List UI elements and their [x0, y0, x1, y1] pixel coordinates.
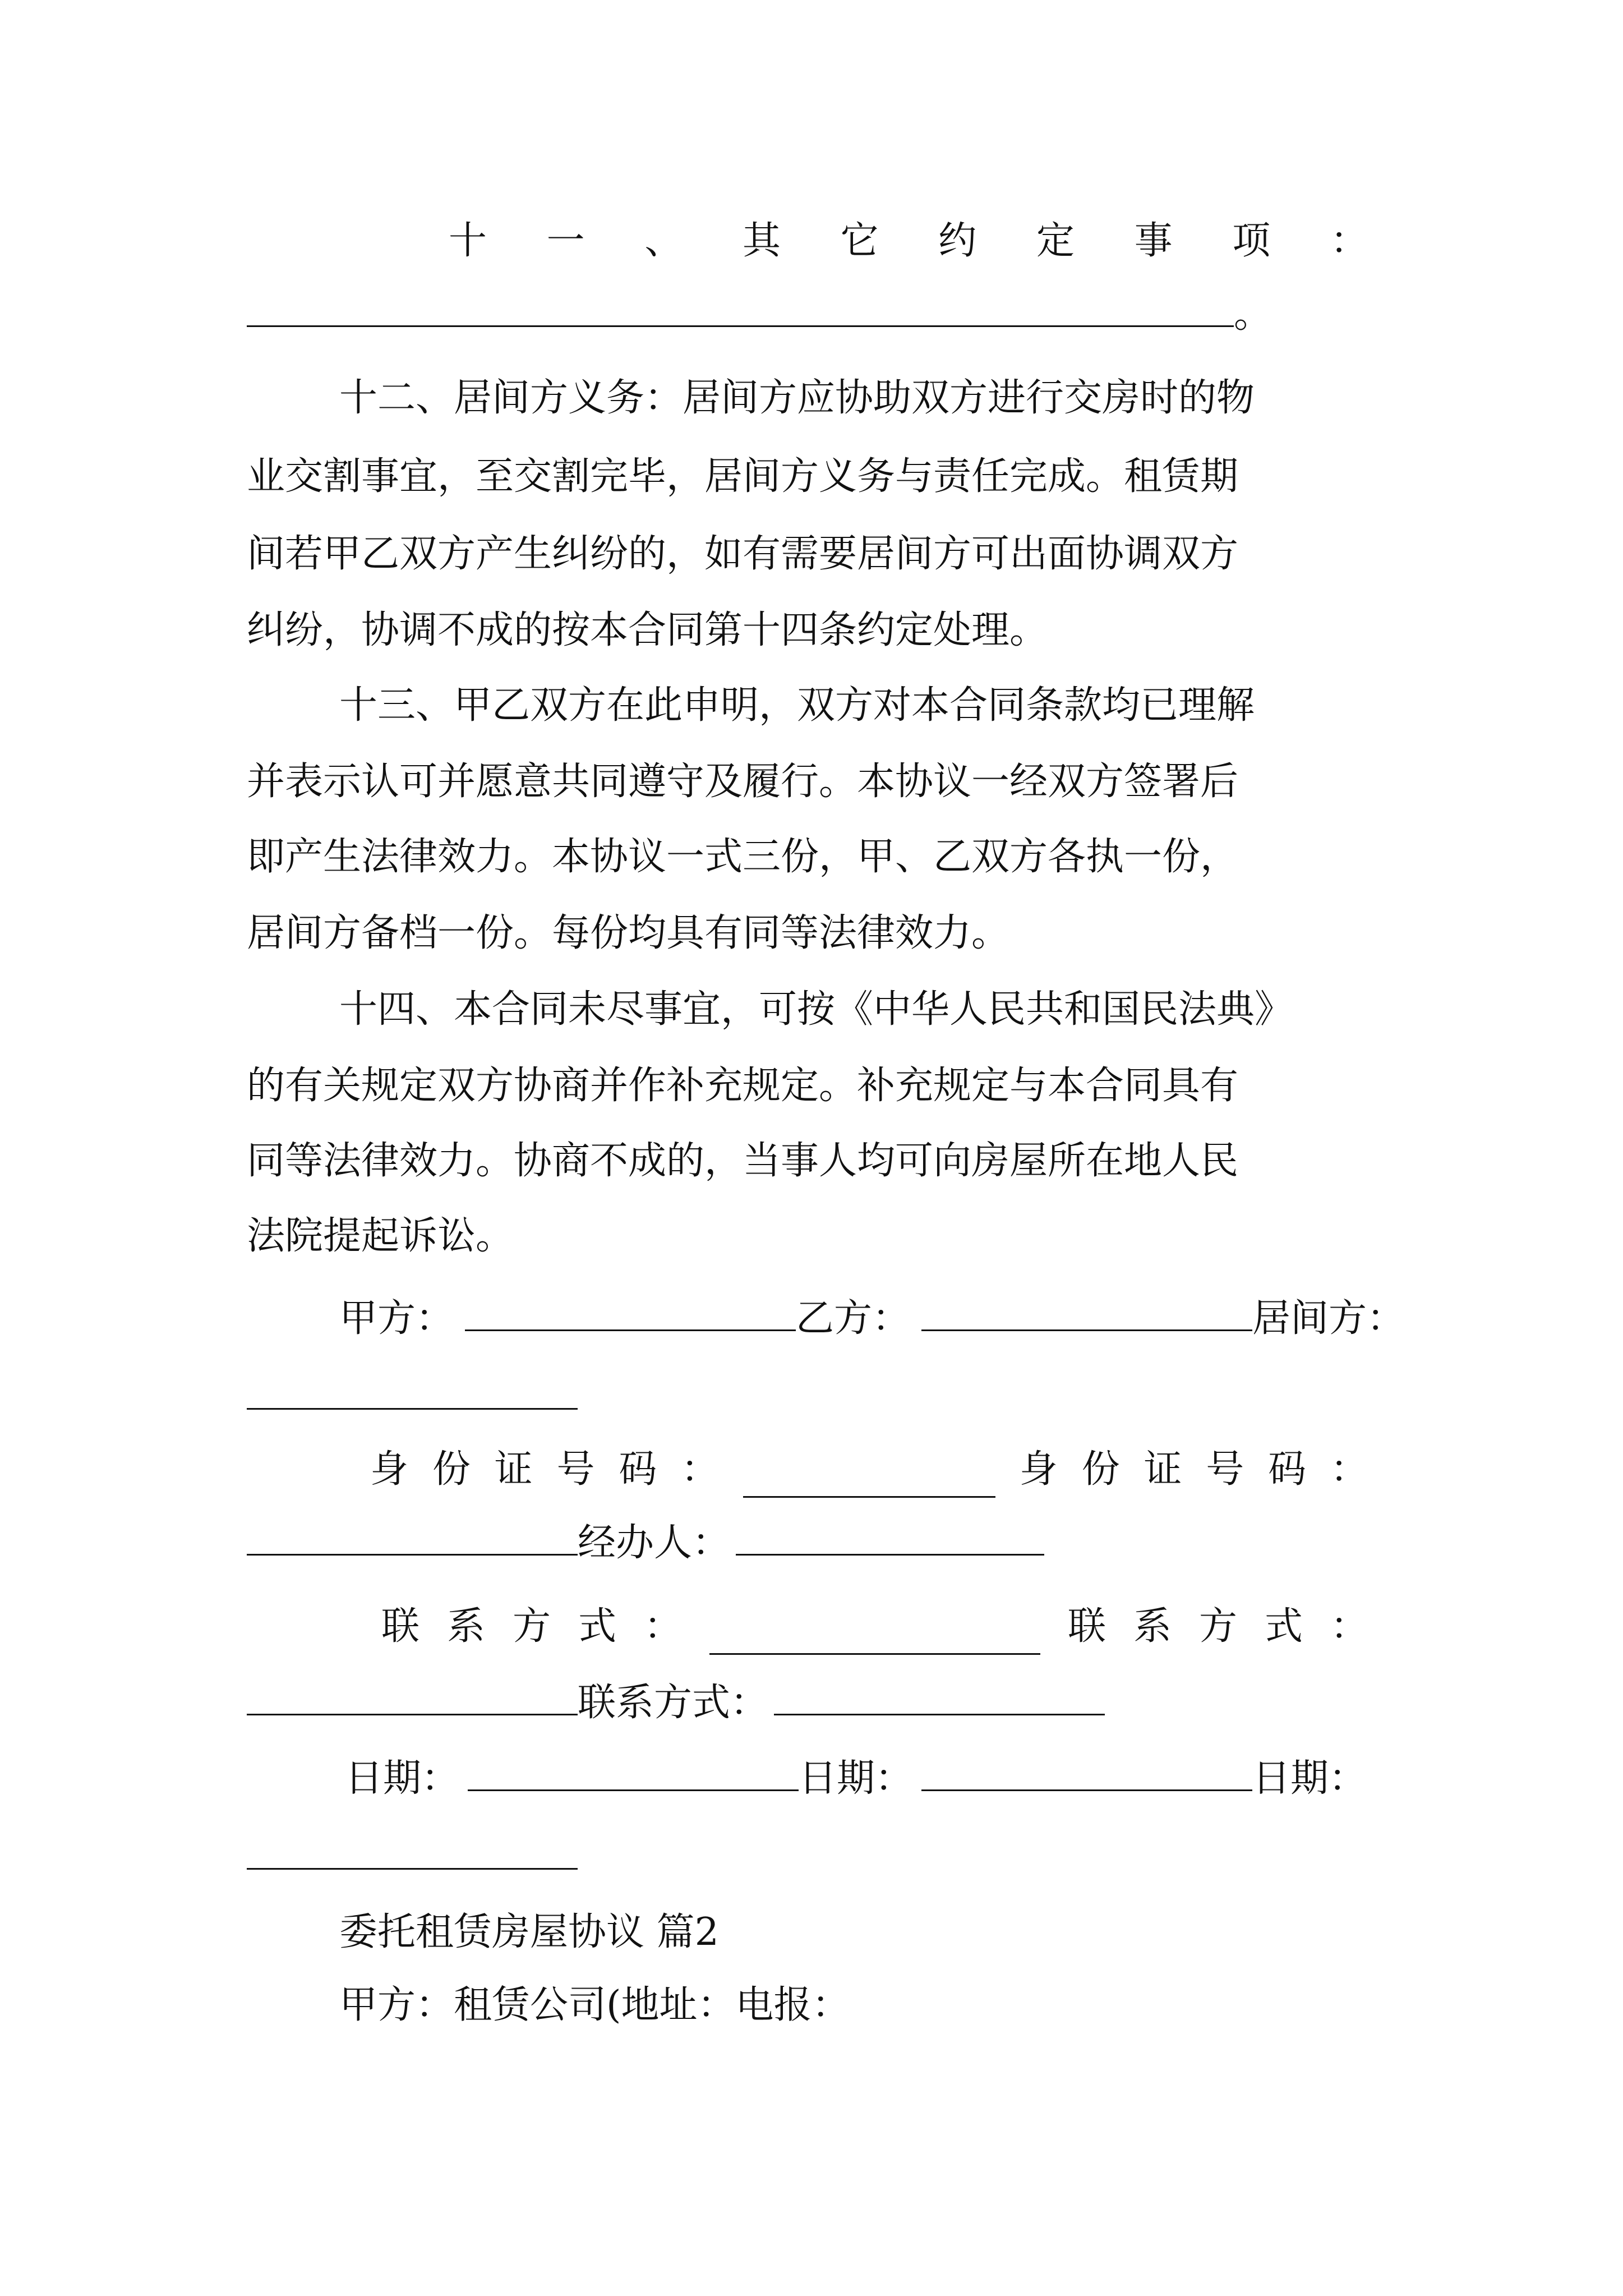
broker-blank-line: [247, 1369, 1391, 1425]
section-2-title: 委托租赁房屋协议 篇2: [339, 1910, 719, 1954]
party-b-blank: [921, 1290, 1252, 1331]
clause-13-line-4: 居间方备档一份。每份均具有同等法律效力。: [247, 911, 1010, 955]
contact-label-b-char: 系: [1133, 1604, 1172, 1649]
id-number-label-b-char: 身: [1019, 1447, 1058, 1492]
date-blank-c: [247, 1829, 578, 1870]
id-number-label-a-char: 身: [370, 1447, 409, 1492]
broker-date-blank-line: [247, 1829, 1391, 1885]
id-number-label-a-char: 证: [494, 1447, 533, 1492]
clause-11-heading: [449, 213, 1368, 269]
date-blank-a: [468, 1750, 799, 1791]
id-number-label-b-char: ：: [1330, 1447, 1368, 1492]
id-number-label-a-char: ：: [681, 1447, 720, 1492]
broker-contact-blank: [774, 1674, 1105, 1715]
clause-12-line-1: 十二、居间方义务：居间方应协助双方进行交房时的物: [339, 376, 1255, 420]
id-number-label-a-char: 码: [619, 1447, 657, 1492]
clause-13-line-3: 即产生法律效力。本协议一式三份，甲、乙双方各执一份，: [247, 835, 1239, 879]
clause-11-heading-char: 其: [742, 219, 781, 263]
clause-12-line-2: 业交割事宜，至交割完毕，居间方义务与责任完成。租赁期: [247, 454, 1239, 499]
date-label-c: 日期：: [1252, 1756, 1367, 1801]
clause-14-line-2: 的有关规定双方协商并作补充规定。补充规定与本合同具有: [247, 1064, 1239, 1108]
clause-11-heading-char: 、: [644, 219, 683, 263]
clause-11-heading-char: 约: [938, 219, 977, 263]
id-number-label-b-char: 号: [1206, 1447, 1244, 1492]
contact-blank-1: [709, 1614, 1040, 1655]
contact-label-b-char: ：: [1330, 1604, 1368, 1649]
party-a-label: 甲方：: [339, 1296, 454, 1341]
clause-14-line-4: 法院提起诉讼。: [247, 1214, 514, 1258]
clause-11-heading-char: 事: [1134, 219, 1173, 263]
contact-row: [381, 1599, 1368, 1655]
id-number-label-a-char: 号: [556, 1447, 595, 1492]
party-b-label: 乙方：: [796, 1296, 911, 1341]
clause-11-heading-char: 它: [840, 219, 879, 263]
id-number-label-b-char: 码: [1268, 1447, 1307, 1492]
broker-contact-label: 联系方式：: [578, 1681, 769, 1725]
contact-label-b-char: 式: [1264, 1604, 1303, 1649]
id-number-label-b-char: 份: [1081, 1447, 1120, 1492]
clause-14-line-3: 同等法律效力。协商不成的，当事人均可向房屋所在地人民: [247, 1139, 1239, 1183]
id-number-label-a-char: 份: [432, 1447, 471, 1492]
clause-11-heading-char: ：: [1330, 219, 1368, 263]
broker-label: 居间方：: [1252, 1296, 1405, 1341]
contact-label-a-char: 式: [578, 1604, 617, 1649]
party-a-blank: [465, 1290, 796, 1331]
broker-contact-row: [247, 1674, 1391, 1731]
date-label-a: 日期：: [345, 1756, 460, 1801]
clause-11-heading-char: 一: [546, 219, 585, 263]
contact-label-a-char: 联: [381, 1604, 420, 1649]
clause-11-period: 。: [1234, 292, 1272, 337]
section-2-first-line: 甲方：租赁公司(地址：电报：: [339, 1983, 850, 2027]
clause-11-heading-char: 十: [449, 219, 487, 263]
clause-11-blank-line: [247, 286, 1391, 343]
contact-label-b-char: 联: [1067, 1604, 1106, 1649]
blank-field: [247, 286, 1234, 327]
id-number-blank-2: [247, 1515, 578, 1556]
clause-12-line-4: 纠纷，协调不成的按本合同第十四条约定处理。: [247, 608, 1048, 652]
clause-14-line-1: 十四、本合同未尽事宜，可按《中华人民共和国民法典》: [339, 987, 1293, 1032]
contact-label-a-char: 系: [447, 1604, 486, 1649]
id-number-row: [370, 1442, 1368, 1498]
broker-blank: [247, 1369, 578, 1410]
contact-label-b-char: 方: [1198, 1604, 1237, 1649]
contact-label-a-char: 方: [513, 1604, 551, 1649]
signature-parties-row: [339, 1290, 1405, 1347]
clause-13-line-1: 十三、甲乙双方在此申明，双方对本合同条款均已理解: [339, 683, 1255, 728]
id-number-label-b-char: 证: [1144, 1447, 1182, 1492]
date-label-b: 日期：: [799, 1756, 914, 1801]
clause-13-line-2: 并表示认可并愿意共同遵守及履行。本协议一经双方签署后: [247, 760, 1239, 804]
date-row: [345, 1750, 1399, 1807]
date-blank-b: [921, 1750, 1252, 1791]
agent-row: [247, 1515, 1391, 1571]
agent-blank: [736, 1515, 1044, 1556]
agent-label: 经办人：: [578, 1521, 731, 1565]
clause-11-heading-char: 定: [1036, 219, 1075, 263]
clause-11-heading-char: 项: [1232, 219, 1271, 263]
clause-12-line-3: 间若甲乙双方产生纠纷的，如有需要居间方可出面协调双方: [247, 532, 1239, 576]
contact-label-a-char: ：: [644, 1604, 683, 1649]
contact-blank-2: [247, 1674, 578, 1715]
id-number-blank-1: [743, 1457, 995, 1498]
